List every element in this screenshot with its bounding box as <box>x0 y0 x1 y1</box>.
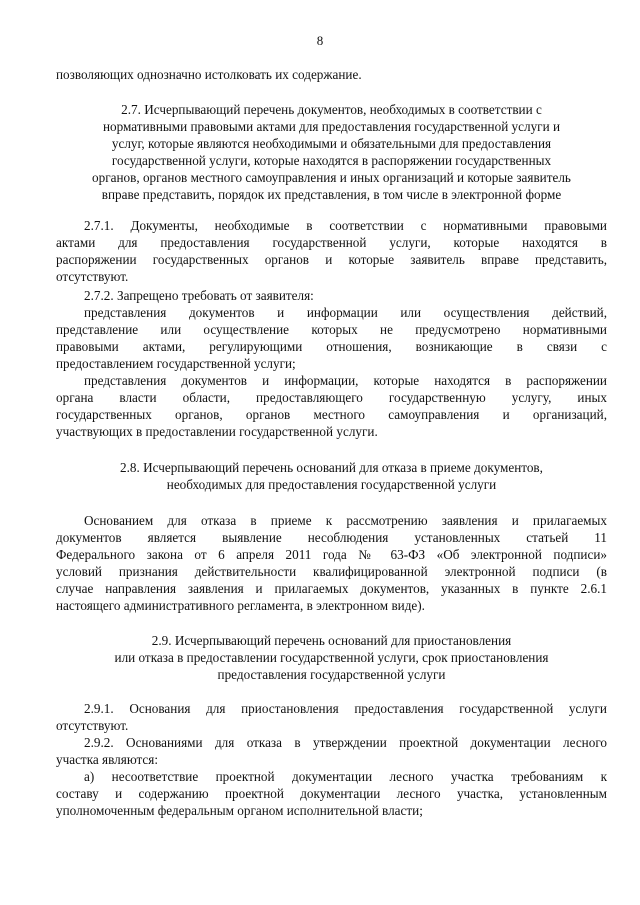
heading-2-8 <box>56 459 607 493</box>
text-line: а) несоответствие проектной документации лесного участка требованиям к <box>84 769 607 784</box>
heading-line: государственной услуги, которые находятся в распоряжении государственных <box>111 153 552 168</box>
heading-line: необходимых для предоставления государственной услуги <box>166 477 497 492</box>
text-line: участка являются: <box>56 752 159 767</box>
text-line: распоряжении государственных органов и которые заявитель вправе представить, <box>56 252 607 267</box>
text-line: отсутствуют. <box>56 718 129 733</box>
text-line: условий признания действительности квалифицированной электронной подписи (в <box>56 564 607 579</box>
text-line: документов является выявление несоблюдения установленных статьей 11 <box>56 530 607 545</box>
heading-line: нормативными правовыми актами для предоставления государственной услуги и <box>103 119 560 134</box>
text-line: предоставлением государственной услуги; <box>56 356 296 371</box>
paragraph-2-8 <box>56 512 607 614</box>
heading-line: 2.8. Исчерпывающий перечень оснований для отказа в приеме документов, <box>120 460 543 475</box>
heading-line: вправе представить, порядок их представления, в том числе в электронной форме <box>101 187 562 202</box>
text-line: правовыми актами, регулирующими отношения, возникающие в связи с <box>56 339 607 354</box>
text-line: представления документов и информации, которые находятся в распоряжении <box>84 373 607 388</box>
text-line: составу и содержанию проектной документации лесного участка, установленным <box>56 786 607 801</box>
heading-line: 2.9. Исчерпывающий перечень оснований для приостановления <box>151 633 512 648</box>
text-line: настоящего административного регламента, в электронном виде). <box>56 598 425 613</box>
text-line: 2.7.2. Запрещено требовать от заявителя: <box>84 288 314 303</box>
heading-line: 2.7. Исчерпывающий перечень документов, необходимых в соответствии с <box>121 102 542 117</box>
text-line: 2.9.1. Основания для приостановления предоставления государственной услуги <box>84 701 607 716</box>
paragraph-2-9 <box>56 700 607 819</box>
text-line: государственных органов, органов местного самоуправления и организаций, <box>56 407 607 422</box>
heading-line: услуг, которые являются необходимыми и обязательными для предоставления <box>111 136 552 151</box>
text-line: участвующих в предоставлении государственной услуги. <box>56 424 378 439</box>
text-line: органа власти области, предоставляющего государственную услугу, иных <box>56 390 607 405</box>
text-line: уполномоченным федеральным органом исполнительной власти; <box>56 803 423 818</box>
text-line: случае направления заявления и прилагаемых документов, указанных в пункте 2.6.1 <box>56 581 607 596</box>
text-line: отсутствуют. <box>56 269 129 284</box>
text-line: Федерального закона от 6 апреля 2011 года № 63-ФЗ «Об электронной подписи» <box>56 547 607 562</box>
heading-2-7 <box>56 101 607 203</box>
text-line: Основанием для отказа в приеме к рассмотрению заявления и прилагаемых <box>84 513 607 528</box>
text-line: позволяющих однозначно истолковать их содержание. <box>56 67 362 82</box>
heading-line: органов, органов местного самоуправления и иных организаций и которые заявитель <box>92 170 571 185</box>
paragraph-2-7-1 <box>56 217 607 285</box>
text-line: представления документов и информации или осуществления действий, <box>84 305 607 320</box>
text-line: актами для предоставления государственной услуги, которые находятся в <box>56 235 607 250</box>
continuation-line <box>56 66 607 83</box>
text-line: 2.9.2. Основаниями для отказа в утверждении проектной документации лесного <box>84 735 607 750</box>
heading-line: предоставления государственной услуги <box>217 667 446 682</box>
heading-line: или отказа в предоставлении государственной услуги, срок приостановления <box>114 650 549 665</box>
text-line: 2.7.1. Документы, необходимые в соответствии с нормативными правовыми <box>84 218 607 233</box>
text-line: представление или осуществление которых не предусмотрено нормативными <box>56 322 607 337</box>
page-number: 8 <box>316 33 324 48</box>
paragraph-2-7-2 <box>56 287 607 440</box>
heading-2-9 <box>56 632 607 683</box>
